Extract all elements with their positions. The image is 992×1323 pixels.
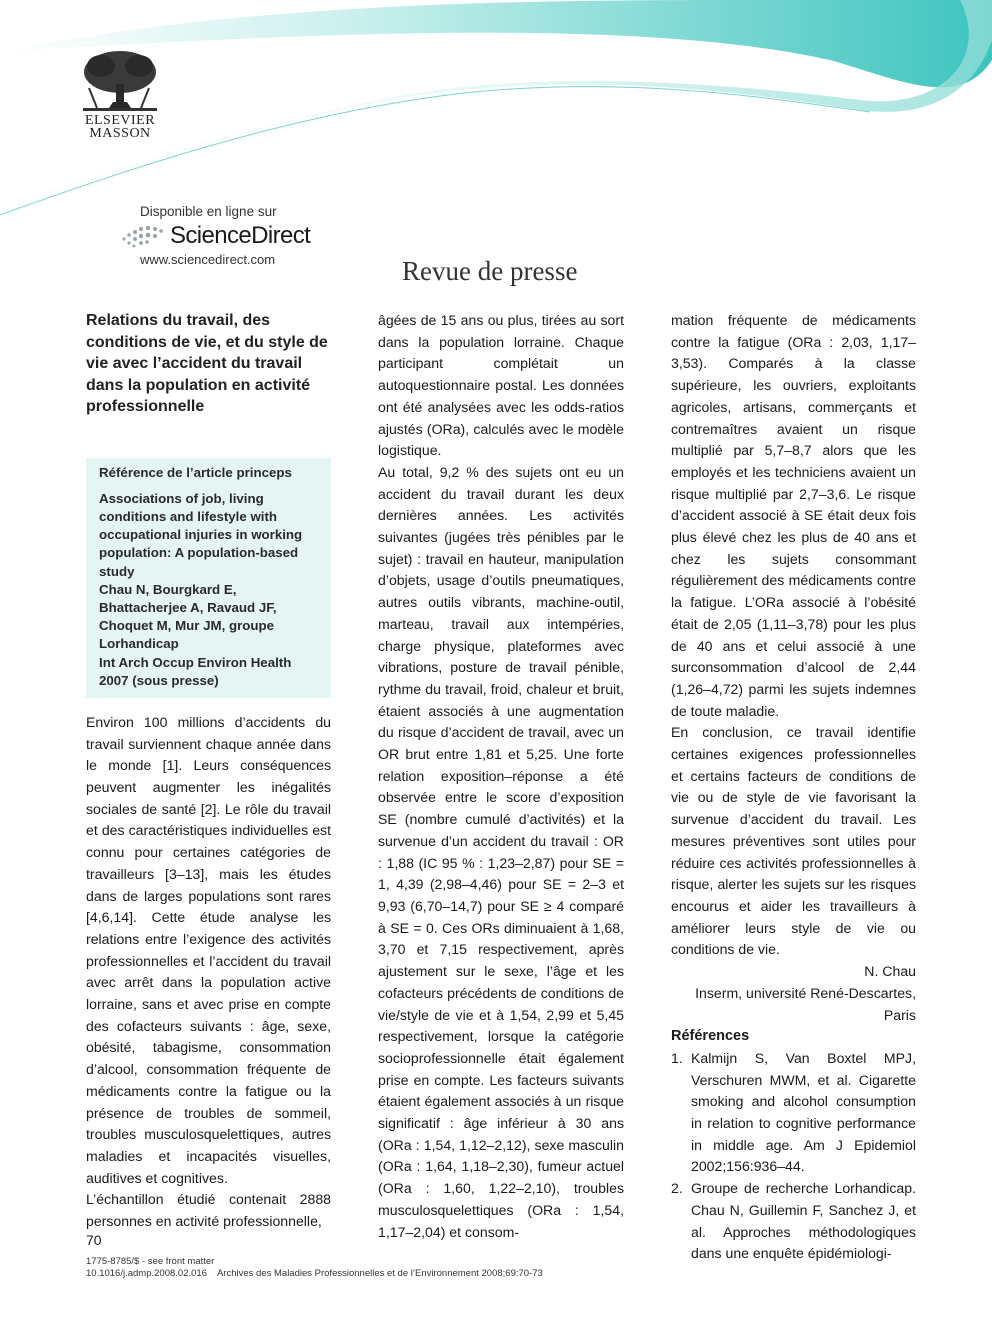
body-paragraph: Au total, 9,2 % des sujets ont eu un accident du travail durant les deux dernières années. Les activités suivantes (jugées très pénibles par le sujet) : travail en hauteur, manipulation d’objets, usage d’outils pneumatiques, autres outils vibrants, machine-outil, marteau, travail aux intempéries, charge physique, plateformes avec vibrations, posture de travail pénible, rythme du travail, froid, chaleur et bruit, étaient associés à une augmentation du risque d’accident de travail, avec un OR brut entre 1,81 et 5,25. Une forte relation exposition–réponse a été observée entre le score d’exposition SE (nombre cumulé d’activités) et la survenue d’un accident du travail : OR : 1,88 (IC 95 % : 1,23–2,87) pour SE = 1, 4,39 (2,98–4,46) pour SE = 2–3 et 9,93 (6,70–14,7) pour SE ≥ 4 comparé à SE = 0. Ces ORs diminuaient à 1,68, 3,70 et 7,15 respectivement, après ajustement sur le sexe, l’âge et les cofacteurs précédents de conditions de vie/style de vie et à 1,54, 2,99 et 5,45 respectivement, lorsque la catégorie socioprofessionnelle était également prise en compte. Les facteurs suivants étaient également associés à un risque significatif : âge inférieur à 30 ans (ORa : 1,54, 1,12–2,12), sexe masculin (ORa : 1,64, 1,18–2,30), fumeur actuel (ORa : 1,60, 1,22–2,10), troubles musculosquelettiques (ORa : 1,54, 1,17–2,04) et consom- — [378, 463, 624, 1240]
reference-text: Groupe de recherche Lorhandicap. Chau N, Guillemin F, Sanchez J, et al. Approches méthodologiques dans une enquête épidémiologi- — [691, 1180, 916, 1262]
footer-citation — [86, 1268, 543, 1279]
references-list — [671, 1048, 916, 1265]
body-paragraph: L’échantillon étudié contenait 2888 personnes en activité professionnelle, — [86, 1191, 331, 1230]
publisher-line-1: ELSEVIER — [84, 113, 156, 128]
reference-number: 1. — [671, 1049, 683, 1066]
section-title: Revue de presse — [402, 256, 578, 286]
body-paragraph: En conclusion, ce travail identifie certaines exigences professionnelles et certains facteurs de conditions de vie ou de style de vie favorisant la survenue d’accident du travail. Les mesures préventives sont utiles pour réduire ces activités professionnelles à risque, alerter les sujets sur les risques encourus et aider les travailleurs à améliorer leurs style de vie ou conditions de vie. — [671, 724, 916, 958]
author-signature: N. Chau — [864, 963, 916, 980]
author-affiliation: Inserm, université René-Descartes, Paris — [695, 984, 916, 1023]
reference-box — [86, 458, 331, 698]
body-paragraph: mation fréquente de médicaments contre la fatigue (ORa : 2,03, 1,17–3,53). Comparés à la classe supérieure, les ouvriers, exploitants agricoles, artisans, commerçants et contremaîtres avaient un risque multiplié par 5,7–8,7 alors que les employés et les techniciens avaient un risque multiplié par 2,7–3,6. Le risque d’accident associé à SE était deux fois plus élevé chez les plus de 40 ans et chez les sujets consommant régulièrement des médicaments contre la fatigue. L’ORa associé à l’obésité était de 2,05 (1,11–3,78) pour les plus de 40 ans et celui associé à une surconsommation d’alcool de 2,44 (1,26–4,72) parmi les sujets indemnes de toute maladie. — [671, 312, 916, 719]
column-3 — [671, 310, 916, 1265]
reference-item — [671, 1048, 916, 1178]
tree-icon — [79, 48, 161, 114]
reference-source: Int Arch Occup Environ Health 2007 (sous presse) — [99, 654, 292, 688]
sciencedirect-block — [120, 204, 320, 267]
sciencedirect-url[interactable]: www.sciencedirect.com — [140, 252, 276, 267]
publisher-name — [70, 114, 170, 140]
body-paragraph: Environ 100 millions d’accidents du travail surviennent chaque année dans le monde [1]. Leurs conséquences peuvent augmenter les inégalités sociales de santé [2]. Le rôle du travail et des caractéristiques individuelles est connu pour certaines catégories de travailleurs [3–13], mais les études dans de larges populations sont rares [4,6,14]. Cette étude analyse les relations entre l’exigence des activités professionnelles et l’accident du travail avec arrêt dans la population active lorraine, sans et avec prise en compte des cofacteurs suivants : âge, sexe, obésité, tabagisme, consommation d’alcool, consommation fréquente de médicaments contre la fatigue ou la présence de troubles de sommeil, troubles musculosquelettiques, autres maladies et incapacités visuelles, auditives et cognitives. — [86, 713, 331, 1186]
reference-title: Associations of job, living conditions and lifestyle with occupational injuries in working population: A population-based study — [99, 490, 303, 579]
reference-text: Kalmijn S, Van Boxtel MPJ, Verschuren MWM, et al. Cigarette smoking and alcohol consumption in relation to cognitive performance in middle age. Am J Epidemiol 2002;156:936–44. — [691, 1049, 916, 1175]
page-number: 70 — [86, 1232, 102, 1248]
footer-journal: Archives des Maladies Professionnelles et de l’Environnement 2008;69:70-73 — [216, 1268, 543, 1279]
article-title: Relations du travail, des conditions de vie, et du style de vie avec l’accident du travail dans la population en activité professionnelle — [86, 312, 328, 415]
body-paragraph: âgées de 15 ans ou plus, tirées au sort dans la population lorraine. Chaque participant complétait un autoquestionnaire postal. Les données ont été analysées avec les odds-ratios ajustés (ORa), calculés avec le modèle logistique. — [378, 312, 624, 459]
reference-item — [671, 1178, 916, 1265]
reference-box-heading: Référence de l’article princeps — [99, 464, 292, 480]
footer-issn: 1775-8785/$ - see front matter — [86, 1256, 215, 1267]
references-heading: Références — [671, 1028, 750, 1045]
footer-doi[interactable]: 10.1016/j.admp.2008.02.016 — [86, 1268, 207, 1279]
elsevier-logo — [70, 48, 170, 140]
reference-authors: Chau N, Bourgkard E, Bhattacherjee A, Ravaud JF, Choquet M, Mur JM, groupe Lorhandicap — [99, 581, 277, 652]
available-online-label: Disponible en ligne sur — [140, 204, 277, 219]
column-2 — [378, 310, 624, 1243]
sciencedirect-logo-icon — [120, 223, 166, 249]
sciencedirect-name: ScienceDirect — [170, 222, 311, 249]
column-1 — [86, 310, 331, 1233]
reference-number: 2. — [671, 1180, 683, 1197]
publisher-line-2: MASSON — [89, 126, 151, 141]
